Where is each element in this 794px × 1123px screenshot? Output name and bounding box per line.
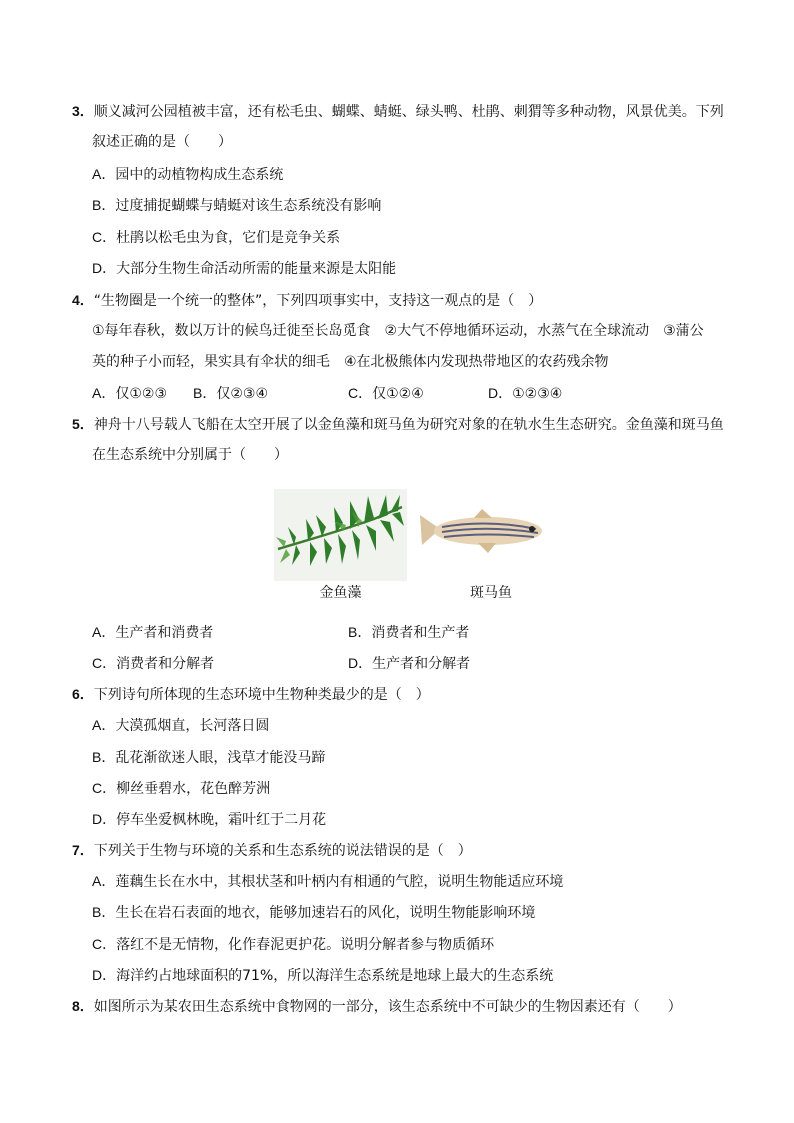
- option-letter: A．: [92, 873, 116, 889]
- option-c[interactable]: [348, 383, 424, 404]
- option-text: 乱花渐欲迷人眼，浅草才能没马蹄: [115, 750, 326, 766]
- option-a[interactable]: [92, 715, 269, 736]
- question-number: 5．: [72, 416, 94, 432]
- question-3-stem-line2: 叙述正确的是（ ）: [92, 134, 232, 150]
- option-letter: A．: [92, 624, 116, 640]
- option-text: 消费者和分解者: [116, 656, 215, 672]
- option-letter: D．: [92, 811, 117, 827]
- option-a[interactable]: [92, 383, 167, 404]
- hornwort-image: [274, 489, 407, 581]
- option-text: 仅②③④: [216, 386, 268, 402]
- option-letter: A．: [92, 166, 116, 182]
- option-letter: D．: [488, 385, 513, 401]
- hornwort-illustration: [274, 489, 407, 581]
- option-text: 过度捕捉蝴蝶与蜻蜓对该生态系统没有影响: [115, 198, 382, 214]
- option-c[interactable]: [92, 934, 494, 955]
- zebrafish-image: [418, 505, 546, 557]
- question-8-stem: [72, 996, 682, 1017]
- option-text: 生产者和分解者: [372, 656, 471, 672]
- option-letter: C．: [92, 936, 117, 952]
- option-letter: D．: [348, 655, 373, 671]
- option-d[interactable]: [488, 383, 562, 404]
- question-text: 神舟十八号载人飞船在太空开展了以金鱼藻和斑马鱼为研究对象的在轨水生生态研究。金鱼藻和斑马鱼: [93, 417, 724, 433]
- question-7-stem: [72, 840, 472, 861]
- option-letter: C．: [92, 780, 117, 796]
- option-text: 生产者和消费者: [115, 625, 214, 641]
- question-3-stem: [72, 101, 724, 122]
- option-letter: B．: [193, 385, 217, 401]
- option-a[interactable]: [92, 164, 283, 185]
- zebrafish-illustration: [418, 505, 546, 557]
- question-number: 7．: [72, 842, 94, 858]
- option-text: 落红不是无情物，化作春泥更护花。说明分解者参与物质循环: [116, 937, 495, 953]
- option-c[interactable]: [92, 227, 340, 248]
- question-5-stem-line2: 在生态系统中分别属于（ ）: [92, 447, 288, 463]
- option-letter: C．: [92, 655, 117, 671]
- question-5-stem: [72, 414, 724, 435]
- option-b[interactable]: [92, 902, 535, 923]
- question-text: 如图所示为某农田生态系统中食物网的一部分，该生态系统中不可缺少的生物因素还有（ ）: [93, 999, 682, 1015]
- option-b[interactable]: [348, 622, 469, 643]
- option-text: 海洋约占地球面积的71%，所以海洋生态系统是地球上最大的生态系统: [116, 968, 554, 984]
- option-letter: C．: [92, 229, 117, 245]
- option-letter: D．: [92, 967, 117, 983]
- option-letter: B．: [92, 749, 116, 765]
- option-d[interactable]: [92, 258, 396, 279]
- option-b[interactable]: [92, 747, 325, 768]
- option-letter: C．: [348, 385, 373, 401]
- option-text: 停车坐爱枫林晚，霜叶红于二月花: [116, 812, 327, 828]
- option-c[interactable]: [92, 778, 270, 799]
- figure-caption: 斑马鱼: [470, 585, 512, 601]
- question-4-facts-line2: 英的种子小而轻，果实具有伞状的细毛 ④在北极熊体内发现热带地区的农药残余物: [92, 354, 609, 370]
- option-a[interactable]: [92, 622, 213, 643]
- option-letter: B．: [92, 197, 116, 213]
- option-b[interactable]: [92, 195, 381, 216]
- question-text: “生物圈是一个统一的整体”，下列四项事实中，支持这一观点的是（ ）: [93, 293, 543, 309]
- question-text: 顺义减河公园植被丰富，还有松毛虫、蝴蝶、蜻蜓、绿头鸭、杜鹃、刺猬等多种动物，风景优美。下列: [93, 104, 724, 120]
- option-text: 生长在岩石表面的地衣，能够加速岩石的风化，说明生物能影响环境: [115, 905, 536, 921]
- option-letter: B．: [92, 904, 116, 920]
- option-text: 柳丝垂碧水，花色醉芳洲: [116, 781, 271, 797]
- option-text: 杜鹃以松毛虫为食，它们是竞争关系: [116, 230, 341, 246]
- option-d[interactable]: [92, 809, 326, 830]
- option-letter: A．: [92, 717, 116, 733]
- option-a[interactable]: [92, 871, 563, 892]
- option-text: ①②③④: [512, 386, 563, 402]
- question-4-stem: [72, 290, 542, 311]
- option-d[interactable]: [348, 653, 470, 674]
- option-d[interactable]: [92, 965, 553, 986]
- option-letter: D．: [92, 260, 117, 276]
- question-4-facts-line1: ①每年春秋，数以万计的候鸟迁徙至长岛觅食 ②大气不停地循环运动，水蒸气在全球流动 ③蒲公: [92, 323, 704, 339]
- option-text: 大部分生物生命活动所需的能量来源是太阳能: [116, 261, 397, 277]
- option-b[interactable]: [193, 383, 268, 404]
- option-text: 仅①②④: [372, 386, 424, 402]
- option-letter: A．: [92, 385, 116, 401]
- option-text: 仅①②③: [115, 386, 167, 402]
- option-letter: B．: [348, 624, 372, 640]
- option-text: 莲藕生长在水中，其根状茎和叶柄内有相通的气腔，说明生物能适应环境: [115, 874, 564, 890]
- option-c[interactable]: [92, 653, 214, 674]
- question-6-stem: [72, 684, 430, 705]
- question-number: 4．: [72, 292, 94, 308]
- option-text: 消费者和生产者: [371, 625, 470, 641]
- question-number: 3．: [72, 103, 94, 119]
- option-text: 园中的动植物构成生态系统: [115, 167, 284, 183]
- option-text: 大漠孤烟直，长河落日圆: [115, 718, 270, 734]
- question-text: 下列关于生物与环境的关系和生态系统的说法错误的是（ ）: [93, 843, 472, 859]
- question-number: 8．: [72, 998, 94, 1014]
- question-number: 6．: [72, 686, 94, 702]
- question-text: 下列诗句所体现的生态环境中生物种类最少的是（ ）: [93, 687, 430, 703]
- figure-caption: 金鱼藻: [319, 585, 362, 601]
